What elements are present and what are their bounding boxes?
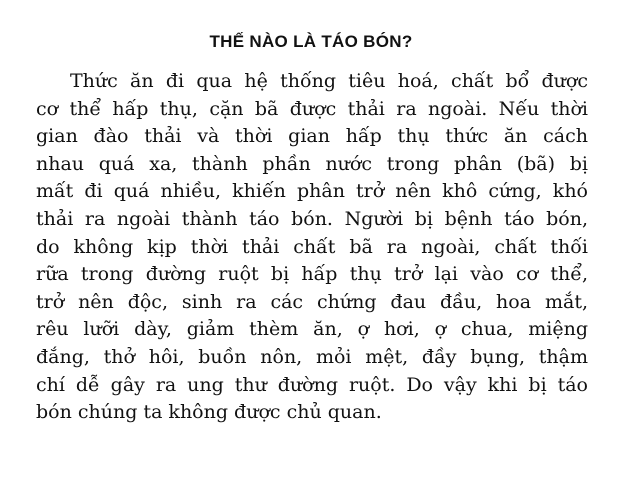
paragraph-line: đắng, thở hôi, buồn nôn, mỏi mệt, đầy bụng, thậm <box>36 345 588 368</box>
paragraph-line: chí dễ gây ra ung thư đường ruột. Do vậy khi bị táo <box>36 373 588 396</box>
paragraph-line: mất đi quá nhiều, khiến phân trở nên khô cứng, khó <box>36 180 588 203</box>
page-title: THẾ NÀO LÀ TÁO BÓN? <box>209 32 413 51</box>
paragraph-line: gian đào thải và thời gian hấp thụ thức ăn cách <box>36 125 588 148</box>
paragraph-line: rữa trong đường ruột bị hấp thụ trở lại vào cơ thể, <box>36 263 588 286</box>
body-paragraph <box>36 68 588 427</box>
paragraph-line: Thức ăn đi qua hệ thống tiêu hoá, chất bổ được <box>70 70 588 92</box>
paragraph-line: do không kịp thời thải chất bã ra ngoài, chất thối <box>36 235 588 258</box>
paragraph-line: rêu lưỡi dày, giảm thèm ăn, ợ hơi, ợ chua, miệng <box>36 318 588 341</box>
paragraph-line: cơ thể hấp thụ, cặn bã được thải ra ngoài. Nếu thời <box>36 97 588 120</box>
paragraph-line: thải ra ngoài thành táo bón. Người bị bệnh táo bón, <box>36 207 588 230</box>
paragraph-line: bón chúng ta không được chủ quan. <box>36 401 382 424</box>
paragraph-line: nhau quá xa, thành phần nước trong phân (bã) bị <box>36 152 588 175</box>
paragraph-line: trở nên độc, sinh ra các chứng đau đầu, hoa mắt, <box>36 290 588 313</box>
